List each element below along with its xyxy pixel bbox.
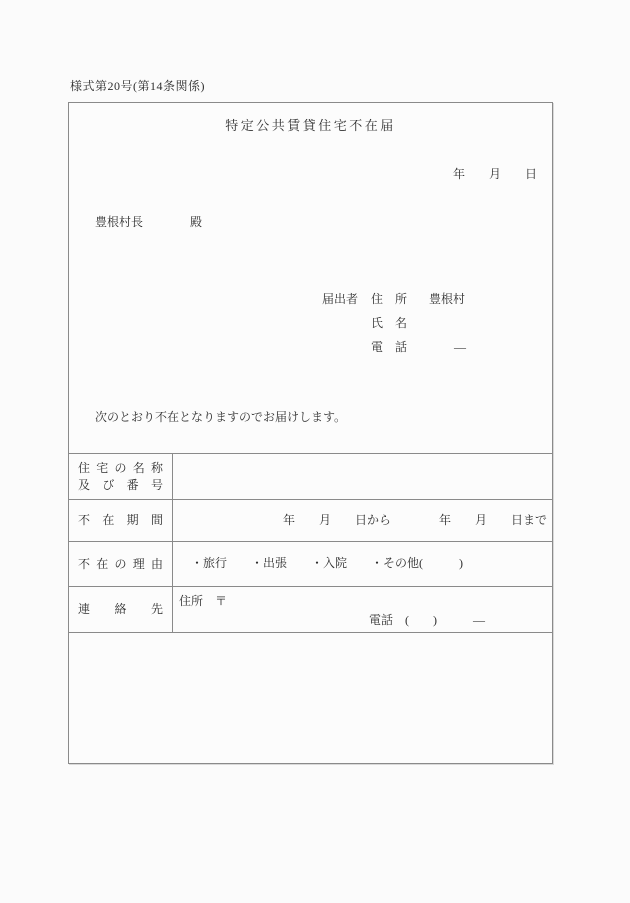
contact-address-line: 住所 〒 — [179, 594, 228, 608]
addressee-line — [95, 215, 202, 231]
row-contact — [69, 587, 552, 633]
notes-empty-area — [69, 633, 552, 763]
date-line: 年 月 日 — [452, 167, 537, 181]
form-header-section — [69, 103, 552, 454]
declarant-address-label: 住 所 — [371, 292, 408, 306]
housing-name-label — [69, 454, 173, 499]
housing-name-label-line1: 住 宅 の 名 称 — [78, 460, 163, 475]
intro-text: 次のとおり不在となりますのでお届けします。 — [95, 410, 347, 424]
declarant-phone-dash: — — [454, 340, 466, 354]
declarant-name-line — [322, 311, 542, 335]
absence-reason-options: ・旅行 ・出張 ・入院 ・その他( ) — [191, 556, 463, 571]
addressee-name: 豊根村長 — [95, 215, 144, 229]
contact-phone-line: 電話 ( ) — — [369, 613, 485, 627]
declarant-address-value: 豊根村 — [429, 292, 466, 306]
declarant-address-line — [322, 287, 542, 311]
contact-label-cell — [69, 587, 173, 632]
row-absence-period — [69, 500, 552, 542]
housing-name-label-line2: 及 び 番 号 — [78, 477, 163, 492]
declarant-phone-line — [322, 335, 542, 359]
absence-reason-label-cell — [69, 542, 173, 586]
absence-reason-label: 不 在 の 理 由 — [78, 556, 163, 571]
declarant-name-label: 氏 名 — [371, 316, 408, 330]
declarant-label: 届出者 — [322, 292, 359, 306]
addressee-honorific: 殿 — [190, 215, 203, 229]
form-code: 様式第20号(第14条関係) — [70, 79, 205, 93]
form-box — [68, 102, 553, 764]
declarant-phone-label: 電 話 — [371, 340, 408, 354]
absence-period-label-cell — [69, 500, 173, 541]
row-absence-reason — [69, 542, 552, 587]
absence-period-value: 年 月 日から 年 月 日まで — [283, 512, 548, 527]
row-housing-name — [69, 454, 552, 500]
declarant-block — [322, 287, 542, 359]
contact-value-cell — [173, 587, 552, 632]
form-title: 特定公共賃貸住宅不在届 — [225, 118, 396, 133]
contact-label: 連 絡 先 — [78, 602, 163, 616]
absence-period-label: 不 在 期 間 — [78, 513, 163, 527]
housing-name-value — [173, 454, 552, 499]
